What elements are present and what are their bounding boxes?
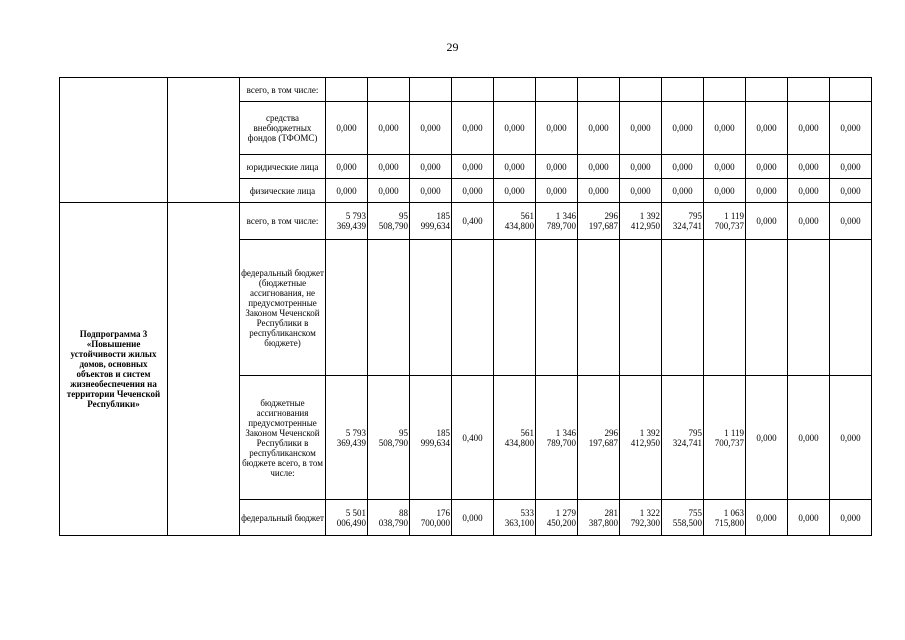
value-cell: 296 197,687: [578, 203, 620, 240]
value-cell: 296 197,687: [578, 376, 620, 500]
value-cell: 0,000: [662, 102, 704, 155]
value-cell: [830, 78, 872, 102]
value-cell: 0,000: [746, 179, 788, 203]
value-cell: 1 119 700,737: [704, 203, 746, 240]
value-cell: 0,000: [536, 179, 578, 203]
budget-table: [59, 77, 872, 536]
value-cell: [662, 240, 704, 376]
value-cell: 0,000: [410, 102, 452, 155]
value-cell: 5 501 006,490: [326, 500, 368, 536]
value-cell: 0,000: [704, 155, 746, 179]
value-cell: 88 038,790: [368, 500, 410, 536]
table-row: [60, 78, 872, 102]
value-cell: [788, 240, 830, 376]
value-cell: 281 387,800: [578, 500, 620, 536]
value-cell: 95 508,790: [368, 203, 410, 240]
value-cell: 0,000: [746, 102, 788, 155]
value-cell: 1 392 412,950: [620, 203, 662, 240]
empty-cell: [60, 78, 168, 203]
value-cell: 0,000: [452, 102, 494, 155]
program-name: Подпрограмма 3 «Повышение устойчивости жилых домов, основных объектов и систем жизнеобеспечения на территории Чеченской Республики»: [60, 203, 168, 536]
value-cell: 0,000: [788, 500, 830, 536]
value-cell: 0,000: [620, 179, 662, 203]
value-cell: 0,000: [620, 102, 662, 155]
value-cell: 1 392 412,950: [620, 376, 662, 500]
value-cell: 533 363,100: [494, 500, 536, 536]
value-cell: [704, 240, 746, 376]
value-cell: 0,000: [326, 179, 368, 203]
value-cell: 1 346 789,700: [536, 376, 578, 500]
value-cell: [368, 78, 410, 102]
value-cell: [326, 240, 368, 376]
value-cell: 0,000: [578, 179, 620, 203]
value-cell: 0,000: [662, 155, 704, 179]
table-row: [60, 203, 872, 240]
value-cell: 0,000: [704, 179, 746, 203]
value-cell: [494, 78, 536, 102]
value-cell: 185 999,634: [410, 376, 452, 500]
value-cell: [536, 78, 578, 102]
value-cell: [746, 240, 788, 376]
value-cell: 0,000: [788, 155, 830, 179]
value-cell: 0,000: [830, 203, 872, 240]
value-cell: 0,000: [494, 155, 536, 179]
value-cell: 0,000: [452, 500, 494, 536]
value-cell: [410, 240, 452, 376]
value-cell: 0,000: [788, 376, 830, 500]
value-cell: [662, 78, 704, 102]
value-cell: 0,000: [830, 102, 872, 155]
value-cell: 0,000: [830, 376, 872, 500]
value-cell: [704, 78, 746, 102]
value-cell: 0,000: [536, 102, 578, 155]
value-cell: [788, 78, 830, 102]
value-cell: 0,000: [788, 203, 830, 240]
value-cell: 5 793 369,439: [326, 203, 368, 240]
value-cell: 1 279 450,200: [536, 500, 578, 536]
value-cell: 561 434,800: [494, 376, 536, 500]
value-cell: [410, 78, 452, 102]
funding-source: федеральный бюджет (бюджетные ассигнования, не предусмотренные Законом Чеченской Республики в республиканском бюджете): [240, 240, 326, 376]
value-cell: [620, 78, 662, 102]
empty-cell: [168, 78, 240, 203]
value-cell: 0,000: [620, 155, 662, 179]
value-cell: 0,000: [494, 179, 536, 203]
value-cell: 95 508,790: [368, 376, 410, 500]
empty-cell: [168, 203, 240, 536]
value-cell: [494, 240, 536, 376]
value-cell: [578, 78, 620, 102]
value-cell: 0,400: [452, 203, 494, 240]
value-cell: 795 324,741: [662, 376, 704, 500]
value-cell: 0,000: [410, 179, 452, 203]
value-cell: [368, 240, 410, 376]
value-cell: 1 119 700,737: [704, 376, 746, 500]
funding-source: федеральный бюджет: [240, 500, 326, 536]
value-cell: 5 793 369,439: [326, 376, 368, 500]
value-cell: [452, 240, 494, 376]
value-cell: 0,000: [662, 179, 704, 203]
value-cell: 0,000: [326, 155, 368, 179]
value-cell: 1 322 792,300: [620, 500, 662, 536]
value-cell: 0,400: [452, 376, 494, 500]
page-number: 29: [446, 40, 459, 54]
value-cell: 755 558,500: [662, 500, 704, 536]
value-cell: 1 063 715,800: [704, 500, 746, 536]
value-cell: [578, 240, 620, 376]
value-cell: 0,000: [494, 102, 536, 155]
funding-source: юридические лица: [240, 155, 326, 179]
value-cell: [830, 240, 872, 376]
funding-source: всего, в том числе:: [240, 78, 326, 102]
value-cell: 0,000: [578, 155, 620, 179]
value-cell: 0,000: [704, 102, 746, 155]
value-cell: 0,000: [410, 155, 452, 179]
value-cell: 176 700,000: [410, 500, 452, 536]
value-cell: 0,000: [452, 155, 494, 179]
value-cell: [536, 240, 578, 376]
value-cell: 0,000: [326, 102, 368, 155]
value-cell: 0,000: [830, 179, 872, 203]
value-cell: 561 434,800: [494, 203, 536, 240]
value-cell: 185 999,634: [410, 203, 452, 240]
value-cell: 0,000: [368, 102, 410, 155]
value-cell: 0,000: [578, 102, 620, 155]
value-cell: 1 346 789,700: [536, 203, 578, 240]
value-cell: [746, 78, 788, 102]
funding-source: средства внебюджетных фондов (ТФОМС): [240, 102, 326, 155]
value-cell: [326, 78, 368, 102]
value-cell: 0,000: [452, 179, 494, 203]
value-cell: 0,000: [746, 500, 788, 536]
value-cell: 0,000: [536, 155, 578, 179]
value-cell: 0,000: [746, 203, 788, 240]
funding-source: физические лица: [240, 179, 326, 203]
value-cell: [620, 240, 662, 376]
value-cell: 0,000: [788, 179, 830, 203]
value-cell: 0,000: [368, 179, 410, 203]
funding-source: бюджетные ассигнования предусмотренные Законом Чеченской Республики в республиканском бюджете всего, в том числе:: [240, 376, 326, 500]
funding-source: всего, в том числе:: [240, 203, 326, 240]
value-cell: 0,000: [746, 376, 788, 500]
value-cell: 0,000: [368, 155, 410, 179]
value-cell: 795 324,741: [662, 203, 704, 240]
value-cell: 0,000: [746, 155, 788, 179]
value-cell: [452, 78, 494, 102]
value-cell: 0,000: [830, 155, 872, 179]
value-cell: 0,000: [830, 500, 872, 536]
value-cell: 0,000: [788, 102, 830, 155]
